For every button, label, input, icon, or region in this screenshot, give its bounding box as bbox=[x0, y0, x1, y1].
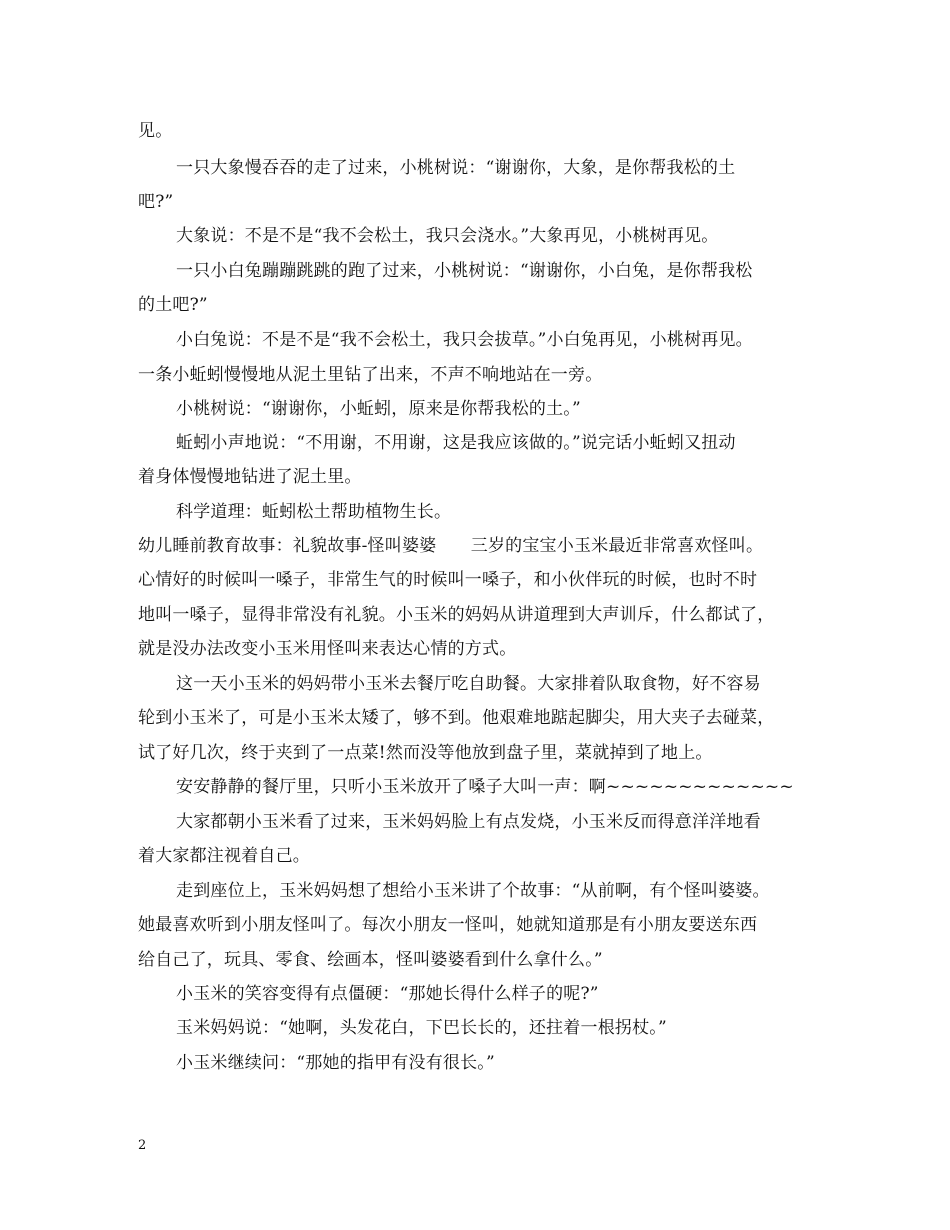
paragraph-line: 小桃树说：“谢谢你，小蚯蚓，原来是你帮我松的土。” bbox=[176, 399, 581, 419]
paragraph-line: 她最喜欢听到小朋友怪叫了。每次小朋友一怪叫，她就知道那是有小朋友要送东西 bbox=[138, 915, 758, 935]
paragraph-line: 一只大象慢吞吞的走了过来，小桃树说：“谢谢你，大象，是你帮我松的土 bbox=[176, 158, 736, 178]
paragraph-line: 给自己了，玩具、零食、绘画本，怪叫婆婆看到什么拿什么。” bbox=[138, 950, 603, 970]
paragraph-line: 安安静静的餐厅里，只听小玉米放开了嗓子大叫一声：啊~~~~~~~~~~~~~ bbox=[176, 777, 794, 797]
paragraph-line: 这一天小玉米的妈妈带小玉米去餐厅吃自助餐。大家排着队取食物，好不容易 bbox=[176, 674, 761, 694]
paragraph-line: 一只小白兔蹦蹦跳跳的跑了过来，小桃树说：“谢谢你，小白兔，是你帮我松 bbox=[176, 261, 753, 281]
paragraph-line: 着身体慢慢地钻进了泥土里。 bbox=[138, 467, 362, 487]
paragraph-line: 大象说：不是不是“我不会松土，我只会浇水。”大象再见，小桃树再见。 bbox=[176, 226, 719, 246]
paragraph-line: 走到座位上，玉米妈妈想了想给小玉米讲了个故事：“从前啊，有个怪叫婆婆。 bbox=[176, 881, 770, 901]
paragraph-line: 地叫一嗓子，显得非常没有礼貌。小玉米的妈妈从讲道理到大声训斥，什么都试了， bbox=[138, 605, 775, 625]
paragraph-line: 玉米妈妈说：“她啊，头发花白，下巴长长的，还拄着一根拐杖。” bbox=[176, 1018, 667, 1038]
paragraph-line: 小玉米继续问：“那她的指甲有没有很长。” bbox=[176, 1053, 495, 1073]
paragraph-line: 吧?” bbox=[138, 192, 174, 212]
paragraph-line: 大家都朝小玉米看了过来，玉米妈妈脸上有点发烧，小玉米反而得意洋洋地看 bbox=[176, 812, 761, 832]
paragraph-line: 小白兔说：不是不是“我不会松土，我只会拔草。”小白兔再见，小桃树再见。 bbox=[176, 330, 753, 350]
paragraph-line: 就是没办法改变小玉米用怪叫来表达心情的方式。 bbox=[138, 639, 517, 659]
paragraph-line: 小玉米的笑容变得有点僵硬：“那她长得什么样子的呢?” bbox=[176, 984, 599, 1004]
paragraph-line: 蚯蚓小声地说：“不用谢，不用谢，这是我应该做的。”说完话小蚯蚓又扭动 bbox=[176, 433, 736, 453]
paragraph-line: 轮到小玉米了，可是小玉米太矮了，够不到。他艰难地踮起脚尖，用大夹子去碰菜， bbox=[138, 708, 775, 728]
paragraph-line: 科学道理：蚯蚓松土帮助植物生长。 bbox=[176, 502, 452, 522]
page-number: 2 bbox=[138, 1138, 147, 1153]
paragraph-line: 心情好的时候叫一嗓子，非常生气的时候叫一嗓子，和小伙伴玩的时候，也时不时 bbox=[138, 570, 758, 590]
paragraph-line: 试了好几次，终于夹到了一点菜!然而没等他放到盘子里，菜就掉到了地上。 bbox=[138, 743, 713, 763]
paragraph-line: 一条小蚯蚓慢慢地从泥土里钻了出来，不声不响地站在一旁。 bbox=[138, 365, 603, 385]
story-title-line: 幼儿睡前教育故事：礼貌故事-怪叫婆婆 三岁的宝宝小玉米最近非常喜欢怪叫。 bbox=[138, 536, 764, 556]
paragraph-line: 见。 bbox=[138, 121, 173, 141]
paragraph-line: 的土吧?” bbox=[138, 295, 208, 315]
paragraph-line: 着大家都注视着自己。 bbox=[138, 846, 310, 866]
